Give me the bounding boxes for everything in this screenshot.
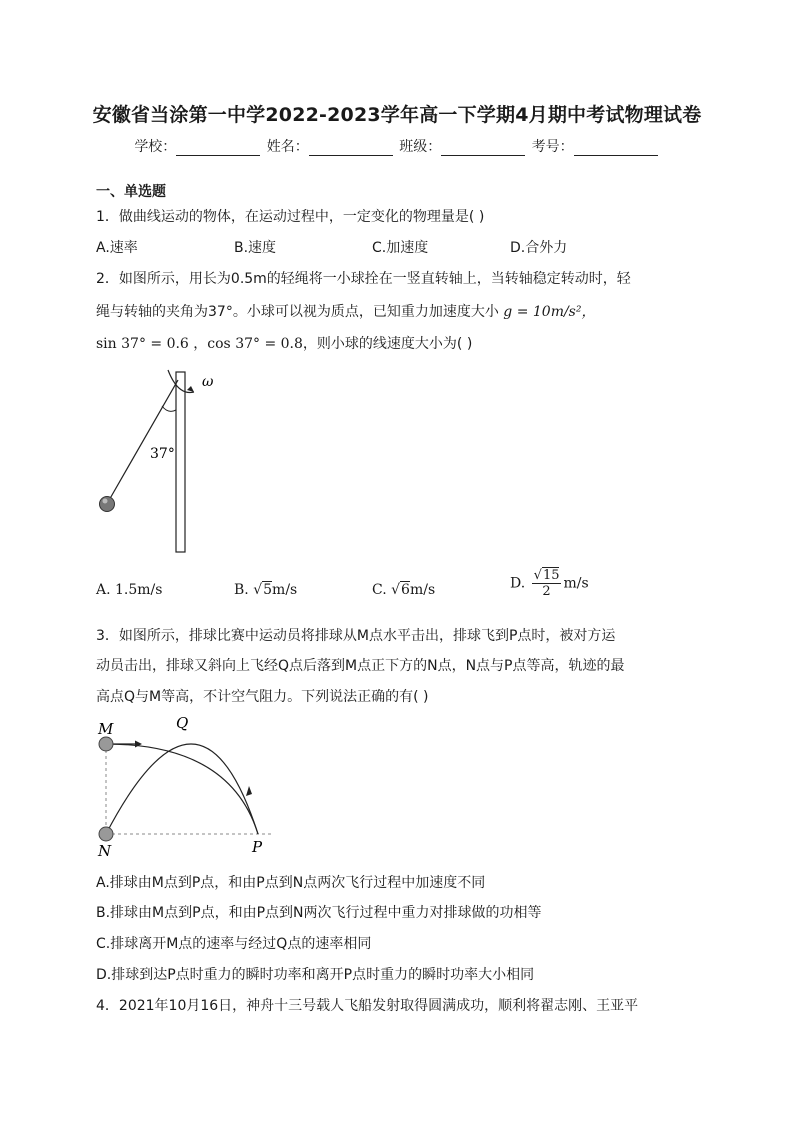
- q2-option-b-letter: B.: [234, 582, 254, 598]
- sqrt-symbol: √: [391, 582, 401, 598]
- q2-stem-line3: [96, 333, 706, 353]
- q2-option-c-unit: m/s: [409, 582, 436, 598]
- q2-stem-line2: [96, 301, 706, 321]
- q3-stem-line3: 高点Q与M等高，不计空气阻力。下列说法正确的有( ): [96, 689, 429, 705]
- label-p: P: [252, 838, 263, 856]
- rotation-arrowhead: [187, 386, 194, 392]
- q1-option-b[interactable]: B.速度: [234, 240, 277, 256]
- label-n: N: [98, 842, 112, 860]
- q2-trig-values: sin 37° = 0.6 ，cos 37° = 0.8: [96, 336, 303, 352]
- q2-stem-line3-text: ，则小球的线速度大小为( ): [302, 336, 473, 352]
- section-heading: 一、单选题: [96, 184, 166, 200]
- q2-option-b-unit: m/s: [272, 582, 298, 598]
- class-blank[interactable]: [441, 141, 525, 156]
- q2-option-c-radicand: 6: [401, 582, 410, 598]
- q2-option-d[interactable]: [510, 568, 589, 599]
- ball-highlight: [103, 499, 108, 504]
- q2-option-c-letter: C.: [372, 582, 392, 598]
- label-m: M: [98, 720, 114, 738]
- q3-option-a[interactable]: A.排球由M点到P点，和由P点到N点两次飞行过程中加速度不同: [96, 875, 486, 891]
- angle-label: 37°: [150, 446, 175, 462]
- class-label: 班级：: [399, 139, 442, 155]
- q3-option-d[interactable]: D.排球到达P点时重力的瞬时功率和离开P点时重力的瞬时功率大小相同: [96, 967, 535, 983]
- vertical-shaft: [176, 372, 185, 552]
- trajectory-p-to-n: [106, 744, 258, 834]
- label-q: Q: [176, 714, 189, 732]
- omega-label: ω: [202, 374, 214, 390]
- angle-arc: [162, 406, 176, 411]
- sqrt-symbol: √: [533, 568, 542, 583]
- q2-stem-line2-text: 绳与转轴的夹角为37°。小球可以视为质点，已知重力加速度大小: [96, 304, 499, 320]
- q3-stem-line1: 3．如图所示，排球比赛中运动员将排球从M点水平击出，排球飞到P点时，被对方运: [96, 628, 616, 644]
- light-rope: [108, 380, 178, 502]
- ball: [100, 497, 115, 512]
- q2-option-b-radicand: 5: [263, 582, 273, 598]
- return-arrowhead: [246, 786, 252, 796]
- q1-stem: 1．做曲线运动的物体，在运动过程中，一定变化的物理量是( ): [96, 209, 485, 225]
- name-label: 姓名：: [266, 139, 309, 155]
- ball-at-m: [99, 737, 113, 751]
- name-blank[interactable]: [309, 141, 393, 156]
- sqrt-symbol: √: [253, 582, 263, 598]
- exam-title: 安徽省当涂第一中学2022-2023学年高一下学期4月期中考试物理试卷: [92, 104, 702, 126]
- q2-stem-line1: 2．如图所示，用长为0.5m的轻绳将一小球拴在一竖直转轴上，当转轴稳定转动时，轻: [96, 271, 631, 287]
- number-blank[interactable]: [574, 141, 658, 156]
- q1-option-a[interactable]: A.速率: [96, 240, 138, 256]
- q2-option-d-unit: m/s: [563, 575, 589, 592]
- q4-stem-line1: 4．2021年10月16日，神舟十三号载人飞船发射取得圆满成功，顺利将翟志刚、王亚平: [96, 998, 639, 1014]
- school-blank[interactable]: [176, 141, 260, 156]
- q2-option-d-denominator: 2: [542, 584, 551, 599]
- q1-option-d[interactable]: D.合外力: [510, 240, 568, 256]
- student-info-row: [0, 136, 794, 156]
- q2-option-c[interactable]: [372, 582, 435, 598]
- q1-option-c[interactable]: C.加速度: [372, 240, 429, 256]
- q2-option-b[interactable]: [234, 582, 297, 598]
- q2-pendulum-figure: [90, 360, 250, 560]
- q2-option-d-fraction: [532, 568, 562, 599]
- school-label: 学校：: [134, 139, 177, 155]
- trajectory-m-to-p: [106, 744, 258, 834]
- q3-option-b[interactable]: B.排球由M点到P点，和由P点到N两次飞行过程中重力对排球做的功相等: [96, 905, 542, 921]
- q2-option-d-letter: D.: [510, 575, 530, 592]
- ball-at-n: [99, 827, 113, 841]
- q2-gravity-formula: g = 10m/s²，: [503, 304, 596, 320]
- q2-option-d-numerator: 15: [542, 568, 560, 583]
- q3-stem-line2: 动员击出，排球又斜向上飞经Q点后落到M点正下方的N点，N点与P点等高，轨迹的最: [96, 658, 625, 674]
- q3-option-c[interactable]: C.排球离开M点的速率与经过Q点的速率相同: [96, 936, 372, 952]
- q3-volleyball-figure: [90, 710, 290, 862]
- number-label: 考号：: [531, 139, 574, 155]
- q2-option-a[interactable]: A. 1.5m/s: [96, 582, 163, 598]
